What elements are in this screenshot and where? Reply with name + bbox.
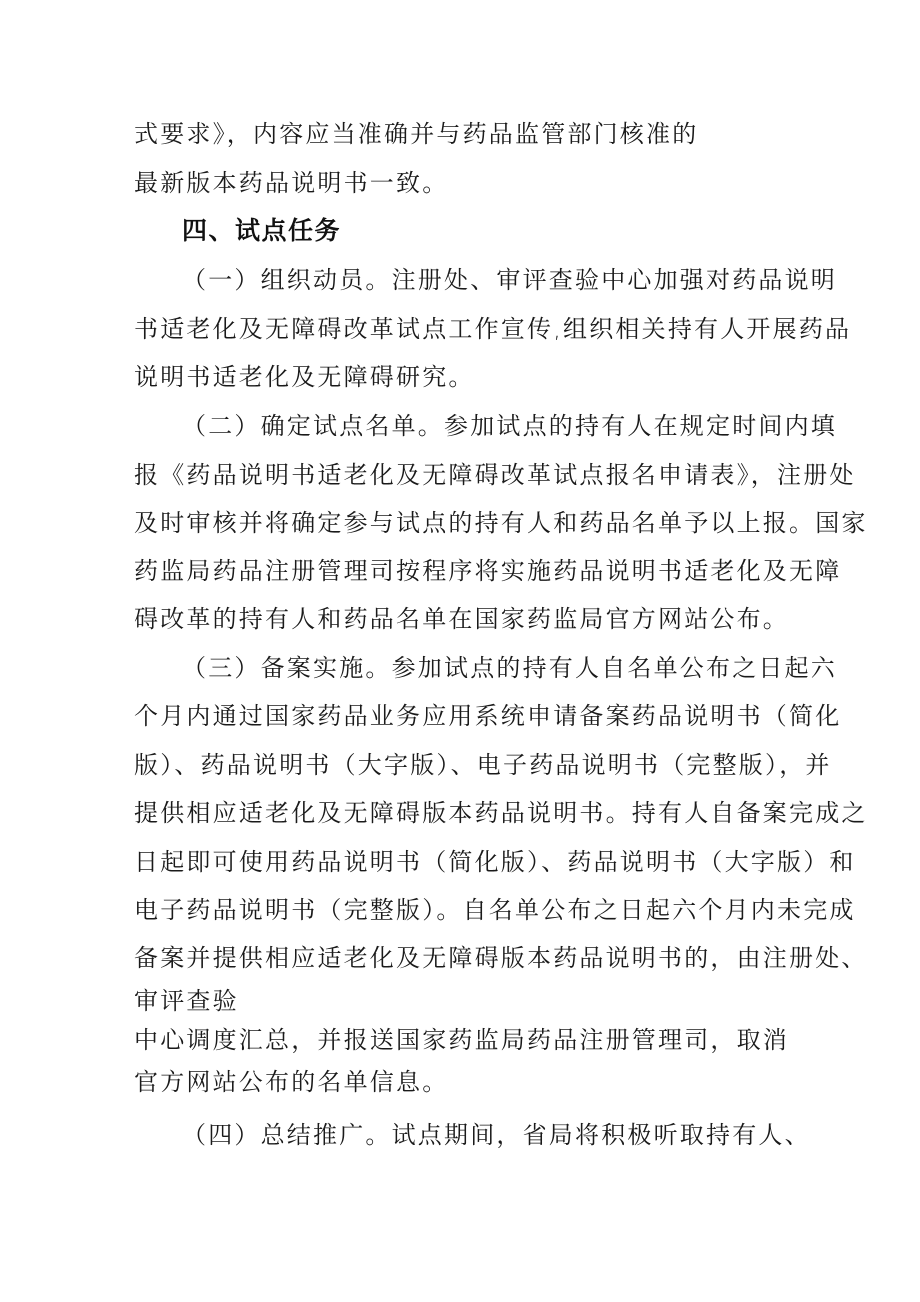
paragraph-line: 中心调度汇总，并报送国家药监局药品注册管理司，取消 bbox=[134, 1026, 789, 1054]
paragraph-line: （三）备案实施。参加试点的持有人自名单公布之日起六 bbox=[182, 654, 837, 682]
paragraph-line: 药监局药品注册管理司按程序将实施药品说明书适老化及无障 bbox=[134, 557, 842, 585]
paragraph-line: 官方网站公布的名单信息。 bbox=[134, 1068, 449, 1096]
paragraph-line: 个月内通过国家药品业务应用系统申请备案药品说明书（简化 bbox=[134, 702, 842, 730]
paragraph-line: 备案并提供相应适老化及无障碍版本药品说明书的，由注册处、 bbox=[134, 944, 868, 972]
paragraph-line: 书适老化及无障碍改革试点工作宣传,组织相关持有人开展药品 bbox=[134, 315, 852, 343]
paragraph-line: 说明书适老化及无障碍研究。 bbox=[134, 363, 475, 391]
paragraph-line: 最新版本药品说明书一致。 bbox=[134, 169, 449, 197]
paragraph-line: 电子药品说明书（完整版）。自名单公布之日起六个月内未完成 bbox=[134, 896, 856, 924]
paragraph-line: 日起即可使用药品说明书（简化版）、药品说明书（大字版）和 bbox=[134, 848, 856, 876]
paragraph-line: 及时审核并将确定参与试点的持有人和药品名单予以上报。国家 bbox=[134, 509, 868, 537]
paragraph-line: 报《药品说明书适老化及无障碍改革试点报名申请表》，注册处 bbox=[134, 461, 856, 489]
section-heading: 四、试点任务 bbox=[182, 216, 342, 245]
paragraph-line: （四）总结推广。试点期间，省局将积极听取持有人、 bbox=[182, 1121, 811, 1149]
paragraph-line: （二）确定试点名单。参加试点的持有人在规定时间内填 bbox=[182, 412, 837, 440]
paragraph-line: 碍改革的持有人和药品名单在国家药监局官方网站公布。 bbox=[134, 605, 789, 633]
paragraph-line: 式要求》，内容应当准确并与药品监管部门核准的 bbox=[134, 120, 699, 148]
paragraph-line: （一）组织动员。注册处、审评查验中心加强对药品说明 bbox=[182, 266, 837, 294]
paragraph-line: 提供相应适老化及无障碍版本药品说明书。持有人自备案完成之 bbox=[134, 799, 868, 827]
paragraph-line: 审评查验 bbox=[134, 987, 239, 1015]
paragraph-line: 版）、药品说明书（大字版）、电子药品说明书（完整版），并 bbox=[134, 751, 832, 779]
